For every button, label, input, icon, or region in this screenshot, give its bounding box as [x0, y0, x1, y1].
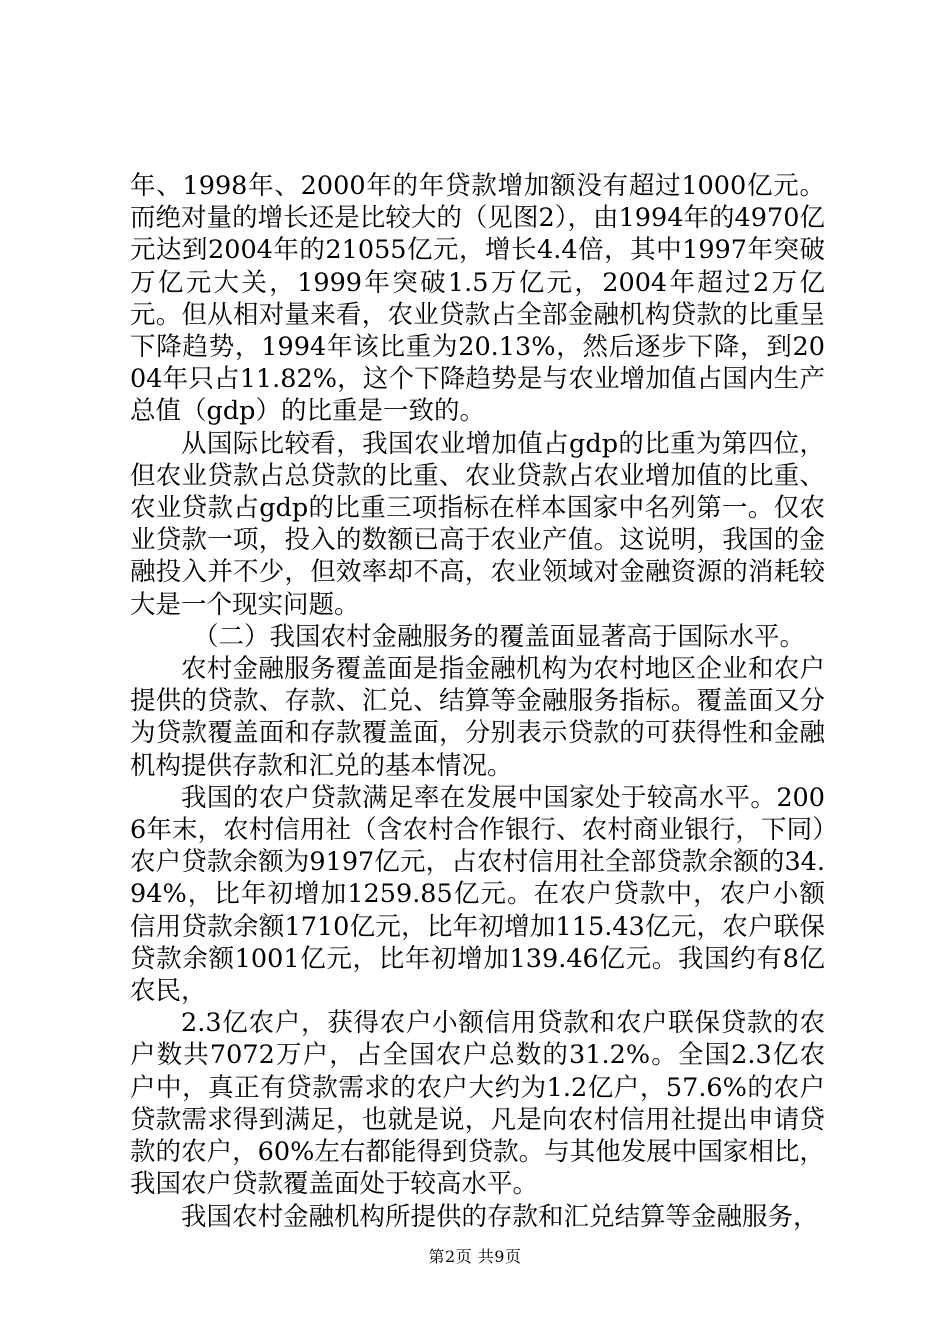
- page-number-label: 第2页 共9页: [428, 1247, 522, 1266]
- paragraph-household-loan-rate: 我国的农户贷款满足率在发展中国家处于较高水平。2006年末，农村信用社（含农村合作银行、农村商业银行，下同）农户贷款余额为9197亿元，占农村信用社全部贷款余额的34.94%，比年初增加1259.85亿元。在农户贷款中，农户小额信用贷款余额1710亿元，比年初增加115.43亿元，农户联保贷款余额1001亿元，比年初增加139.46亿元。我国约有8亿农民，: [130, 782, 825, 1007]
- section-heading-coverage: （二）我国农村金融服务的覆盖面显著高于国际水平。: [193, 621, 806, 652]
- document-body: [130, 170, 825, 1233]
- paragraph-international-comparison: 从国际比较看，我国农业增加值占gdp的比重为第四位，但农业贷款占总贷款的比重、农业贷款占农业增加值的比重、农业贷款占gdp的比重三项指标在样本国家中名列第一。仅农业贷款一项，投入的数额已高于农业产值。这说明，我国的金融投入并不少，但效率却不高，农业领域对金融资源的消耗较大是一个现实问题。: [130, 428, 825, 620]
- page-footer: [0, 1244, 950, 1267]
- paragraph-loan-growth: 年、1998年、2000年的年贷款增加额没有超过1000亿元。而绝对量的增长还是比较大的（见图2），由1994年的4970亿元达到2004年的21055亿元，增长4.4倍，其中1997年突破万亿元大关，1999年突破1.5万亿元，2004年超过2万亿元。但从相对量来看，农业贷款占全部金融机构贷款的比重呈下降趋势，1994年该比重为20.13%，然后逐步下降，到2004年只占11.82%，这个下降趋势是与农业增加值占国内生产总值（gdp）的比重是一致的。: [130, 171, 825, 427]
- paragraph-household-statistics: 2.3亿农户，获得农户小额信用贷款和农户联保贷款的农户数共7072万户，占全国农户总数的31.2%。全国2.3亿农户中，真正有贷款需求的农户大约为1.2亿户，57.6%的农户贷款需求得到满足，也就是说，凡是向农村信用社提出申请贷款的农户，60%左右都能得到贷款。与其他发展中国家相比，我国农户贷款覆盖面处于较高水平。: [130, 1008, 825, 1200]
- paragraph-deposit-services: 我国农村金融机构所提供的存款和汇兑结算等金融服务，: [181, 1201, 819, 1232]
- paragraph-coverage-definition: 农村金融服务覆盖面是指金融机构为农村地区企业和农户提供的贷款、存款、汇兑、结算等金融服务指标。覆盖面又分为贷款覆盖面和存款覆盖面，分别表示贷款的可获得性和金融机构提供存款和汇兑的基本情况。: [130, 654, 825, 781]
